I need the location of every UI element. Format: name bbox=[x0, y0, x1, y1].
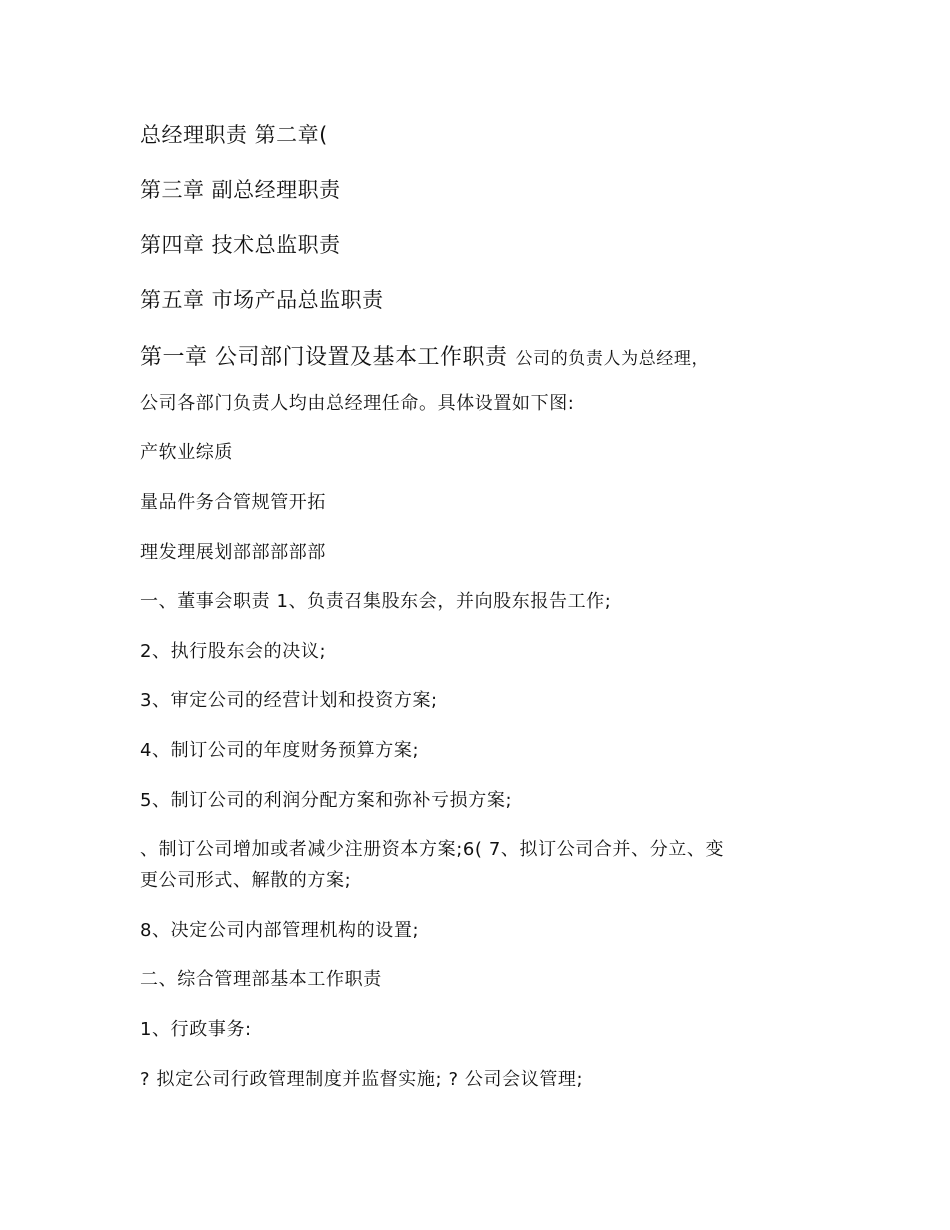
section2-heading: 二、综合管理部基本工作职责 bbox=[140, 969, 382, 990]
chapter1-intro-cont: 公司各部门负责人均由总经理任命。具体设置如下图: bbox=[140, 393, 575, 414]
board-duty-5: 5、制订公司的利润分配方案和弥补亏损方案; bbox=[140, 790, 513, 811]
org-row-1: 产软业综质 bbox=[140, 442, 233, 463]
toc-line-4: 第五章 市场产品总监职责 bbox=[140, 288, 384, 312]
chapter1-heading: 第一章 公司部门设置及基本工作职责 bbox=[140, 345, 508, 370]
admin-item: ? 拟定公司行政管理制度并监督实施; ? 公司会议管理; bbox=[140, 1069, 584, 1090]
board-duty-8: 8、决定公司内部管理机构的设置; bbox=[140, 920, 420, 941]
board-duty-2: 2、执行股东会的决议; bbox=[140, 641, 327, 662]
toc-line-3: 第四章 技术总监职责 bbox=[140, 233, 341, 257]
chapter1-heading-line bbox=[140, 347, 709, 369]
board-duty-6: 、制订公司增加或者减少注册资本方案;6( 7、拟订公司合并、分立、变 bbox=[140, 839, 725, 860]
chapter1-intro-inline: 公司的负责人为总经理， bbox=[515, 349, 710, 369]
admin-heading: 1、行政事务: bbox=[140, 1019, 252, 1040]
org-row-2: 量品件务合管规管开拓 bbox=[140, 492, 326, 513]
toc-line-1: 总经理职责 第二章( bbox=[140, 123, 328, 147]
org-row-3: 理发理展划部部部部部 bbox=[140, 542, 326, 563]
board-duty-4: 4、制订公司的年度财务预算方案; bbox=[140, 740, 420, 761]
board-duty-6-cont: 更公司形式、解散的方案; bbox=[140, 870, 352, 891]
board-duty-1: 一、董事会职责 1、负责召集股东会，并向股东报告工作; bbox=[140, 591, 612, 612]
toc-line-2: 第三章 副总经理职责 bbox=[140, 178, 341, 202]
board-duty-3: 3、审定公司的经营计划和投资方案; bbox=[140, 690, 438, 711]
